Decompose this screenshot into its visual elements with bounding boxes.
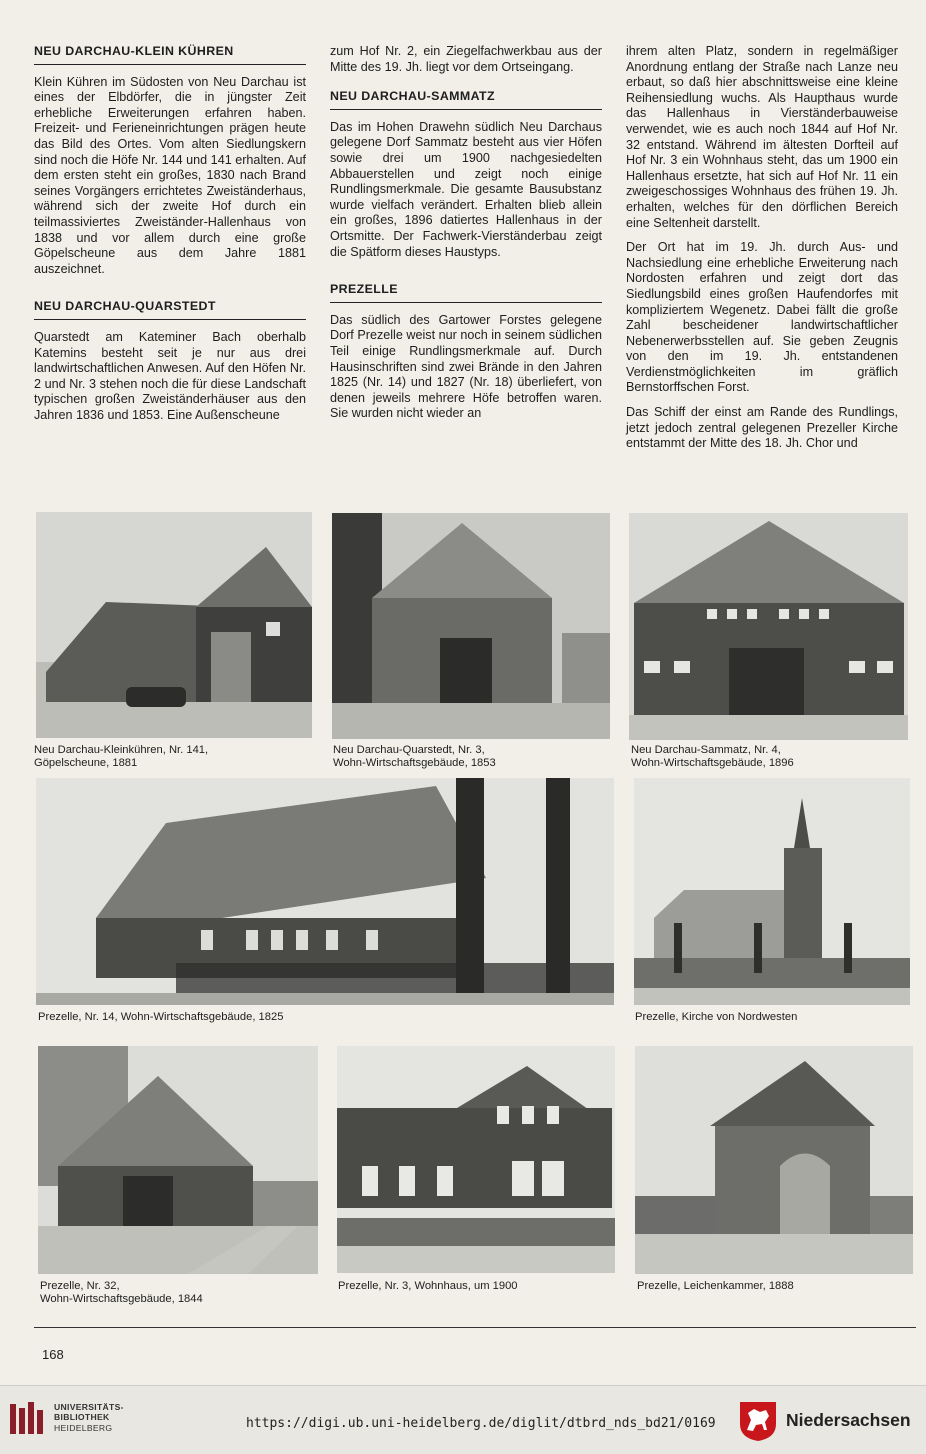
photo-caption: Neu Darchau-Quarstedt, Nr. 3, Wohn-Wirtschaftsgebäude, 1853 <box>333 744 496 769</box>
library-name: UNIVERSITÄTS- BIBLIOTHEK HEIDELBERG <box>54 1402 124 1433</box>
text-column-3 <box>626 44 898 461</box>
text-column-2 <box>330 44 602 431</box>
page-number: 168 <box>42 1347 64 1362</box>
section-heading: NEU DARCHAU-KLEIN KÜHREN <box>34 44 306 65</box>
source-url[interactable]: https://digi.ub.uni-heidelberg.de/diglit/dtbrd_nds_bd21/0169 <box>246 1416 716 1431</box>
paragraph: Klein Kühren im Südosten von Neu Darchau ist eines der Elbdörfer, die in jüngster Zeit erhebliche Erweiterungen erfahren haben. Freizeit- und Ferieneinrichtungen prägen heute das Bild des Ortes. Vom alten Siedlungskern sind noch die Höfe Nr. 144 und 141 erhalten. Auf dem ersten steht ein großes, 1830 nach Brand seines Vorgängers errichtetes Zweiständerhaus, während sich der zweite Hof durch ein teilmassiviertes Zweiständer-Hallenhaus von 1838 und vor allem durch eine große Göpelscheune aus dem Jahre 1881 auszeichnet. <box>34 74 306 276</box>
ub-heidelberg-logo-icon[interactable] <box>8 1398 48 1440</box>
paragraph: Das Schiff der einst am Rande des Rundlings, jetzt jedoch zentral gelegenen Prezeller Kirche entstammt der Mitte des 18. Jh. Chor und <box>626 405 898 451</box>
paragraph: ihrem alten Platz, sondern in regelmäßiger Anordnung entlang der Straße nach Lanze neu erbaut, so daß hier abschnittsweise eine kleine Reihensiedlung wuchs. Als Haupthaus wurde das Hallenhaus in Vierständerbauweise verwendet, wie es auch noch 1844 auf Hof Nr. 32 entstand. Während im ältesten Dorfteil auf Hof Nr. 3 ein Wohnhaus steht, das um 1900 ein Hallenhaus ersetzte, hat sich auf Hof Nr. 11 ein zweigeschossiges Wohnhaus des frühen 19. Jh. erhalten, welches für den dörflichen Bereich eine Seltenheit darstellt. <box>626 44 898 230</box>
photo-caption: Prezelle, Nr. 14, Wohn-Wirtschaftsgebäude, 1825 <box>38 1011 284 1023</box>
photo-caption: Prezelle, Nr. 32, Wohn-Wirtschaftsgebäude, 1844 <box>40 1280 203 1305</box>
photo-quarstedt-farmhouse <box>332 513 610 739</box>
section-heading: NEU DARCHAU-SAMMATZ <box>330 89 602 110</box>
section-heading: NEU DARCHAU-QUARSTEDT <box>34 299 306 320</box>
viewer-footer <box>0 1385 926 1454</box>
photo-caption: Prezelle, Kirche von Nordwesten <box>635 1011 798 1023</box>
photo-kleinkuehren-barn <box>36 512 312 738</box>
photo-prezelle-nr3 <box>337 1046 615 1273</box>
photo-sammatz-hallenhaus <box>629 513 908 740</box>
photo-caption: Neu Darchau-Kleinkühren, Nr. 141, Göpelscheune, 1881 <box>34 744 209 769</box>
photo-prezelle-nr14 <box>36 778 614 1005</box>
section-heading: PREZELLE <box>330 282 602 303</box>
photo-caption: Prezelle, Leichenkammer, 1888 <box>637 1280 794 1292</box>
paragraph: Quarstedt am Kateminer Bach oberhalb Katemins besteht seit je nur aus drei landwirtschaftlichen Anwesen. Auf den Höfen Nr. 2 und Nr. 3 stehen noch die für diese Landschaft typischen großen Zweiständerhäuser aus den Jahren 1836 und 1853. Eine Außenscheune <box>34 329 306 422</box>
paragraph: zum Hof Nr. 2, ein Ziegelfachwerkbau aus der Mitte des 19. Jh. liegt vor dem Ortseingang. <box>330 44 602 74</box>
footer-rule <box>34 1327 916 1328</box>
lower-saxony-horse-icon <box>738 1400 778 1442</box>
text-column-1 <box>34 44 306 432</box>
photo-prezelle-nr32 <box>38 1046 318 1274</box>
photo-prezelle-leichenkammer <box>635 1046 913 1274</box>
photo-prezelle-church <box>634 778 910 1005</box>
paragraph: Das im Hohen Drawehn südlich Neu Darchaus gelegene Dorf Sammatz besteht aus vier Höfen sowie drei um 1900 nachgesiedelten Abbauerstellen und zeigt noch einige Rundlingsmerkmale. Die gesamte Bausubstanz wurde vielfach verändert. Erhalten blieb allein ein großes, 1896 datiertes Hallenhaus in der Ortsmitte. Der Fachwerk-Vierständerbau zeigt die Spätform dieses Haustyps. <box>330 119 602 259</box>
paragraph: Der Ort hat im 19. Jh. durch Aus- und Nachsiedlung eine erhebliche Erweiterung nach Nordosten erfahren und zeigt dort das Siedlungsbild eines großen Haufendorfes mit kompliziertem Wegenetz. Dabei fällt die große Zahl bescheidener landwirtschaftlicher Nebenerwerbsstellen auf. Sie geben Zeugnis von den im 19. Jh. entstandenen Verdienstmöglichkeiten im gräflich Bernstorffschen Forst. <box>626 240 898 395</box>
paragraph: Das südlich des Gartower Forstes gelegene Dorf Prezelle weist nur noch in seinem südlichen Teil einige Rundlingsmerkmale auf. Durch Hausinschriften sind zwei Brände in den Jahren 1825 (Nr. 14) und 1827 (Nr. 18) überliefert, von denen jeweils mehrere Höfe betroffen waren. Sie wurden nicht wieder an <box>330 312 602 421</box>
state-name: Niedersachsen <box>786 1410 911 1430</box>
photo-caption: Prezelle, Nr. 3, Wohnhaus, um 1900 <box>338 1280 518 1292</box>
photo-caption: Neu Darchau-Sammatz, Nr. 4, Wohn-Wirtschaftsgebäude, 1896 <box>631 744 794 769</box>
